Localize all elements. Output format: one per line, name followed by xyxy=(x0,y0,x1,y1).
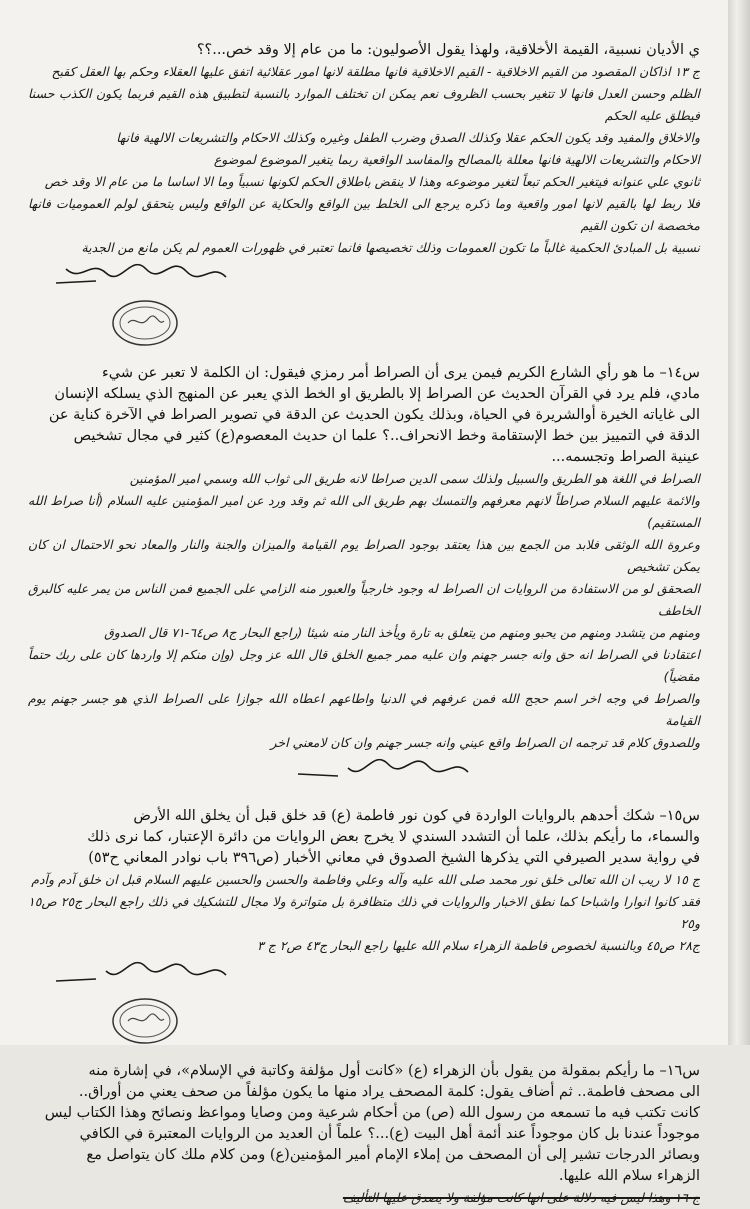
question-13-tail: ي الأديان نسبية، القيمة الأخلاقية، ولهذا يقول الأصوليون: ما من عام إلا وقد خص...؟؟ xyxy=(196,42,700,58)
question-15-line: س١٥– شكك أحدهم بالروايات الواردة في كون نور فاطمة (ع) قد خلق قبل أن يخلق الله الأرض xyxy=(133,808,700,824)
question-14-line: مادي، فلم يرد في القرآن الحديث عن الصراط إلا بالطريق او الخط الذي يعبر عن المنهج الذي يسلكه الإنسان xyxy=(54,386,700,402)
answer-13-line: نسبية بل المبادئ الحكمية غالباً ما تكون العمومات وذلك تخصيصها فانما تعتبر في ظهورات العموم لم يكن مانع من الجدية xyxy=(81,240,700,255)
answer-14-line: وعروة الله الوثقى فلابد من الجمع بين هذا يعتقد بوجود الصراط يوم القيامة والميزان والجنة والنار والمعاد نحو الاحتمال ان كان يمكن تشخيص xyxy=(28,537,700,574)
page-binding-edge xyxy=(728,0,750,1045)
official-seal-stamp xyxy=(110,297,180,349)
answer-14-line: الصحقق لو من الاستفادة من الروايات ان الصراط له وجود خارجياً والعبور منه الزامي على الجميع فمن الناس من يمر عليه كالبرق الخاطف xyxy=(28,581,700,618)
handwritten-signature xyxy=(278,752,478,786)
signature-row xyxy=(28,957,700,991)
question-16-line: الزهراء سلام الله عليها. xyxy=(558,1168,700,1184)
answer-13-line: فلا ربط لها بالقيم لانها امور واقعية وما ذكره يرجع الى الخلط بين الواقع والحكاية عن الواقع وليس يتحقق لولم العموميات فانها مخصصة ان تكون القيم xyxy=(28,196,700,233)
question-16-line: وبصائر الدرجات تشير إلى أن المصحف من إملاء الإمام أمير المؤمنين(ع) ومن كلام ملك كان يتواصل مع xyxy=(86,1147,700,1163)
handwritten-signature xyxy=(36,955,236,989)
question-16-line: موجوداً عندنا بل كان موجوداً عند أئمة أهل البيت (ع)...؟ علماً أن العديد من الروايات المعتبرة في الكافي xyxy=(79,1126,700,1142)
question-15-line: والسماء، ما رأيكم بذلك، علما أن التشدد السندي لا يخرج بعض الروايات من دائرة الإعتبار، كما نرى ذلك xyxy=(87,829,700,845)
answer-14-line: والائمة عليهم السلام صراطاً لانهم معرفهم والتمسك بهم طريق الى الله ثم وقد ورد عن امير المؤمنين عليه السلام (أنا صراط الله المستقيم) xyxy=(28,493,700,530)
page-content xyxy=(28,40,700,1209)
answer-13-line: ج ١٣ اذاكان المقصود من القيم الاخلاقية - القيم الاخلاقية فانها مطلقة لانها امور عقلائية اتفق عليها العقلاء وحكم بها العقل كقبح xyxy=(51,64,700,79)
answer-14-line: والصراط في وجه اخر اسم حجج الله فمن عرفهم في الدنيا واطاعهم اعطاه الله جوازا على الصراط الذي هو جسر جهنم يوم القيامة xyxy=(28,691,700,728)
answer-15-line: ج ١٥ لا ريب ان الله تعالى خلق نور محمد صلى الله عليه وآله وعلي وفاطمة والحسن والحسين عليهم السلام قبل ان خلق آدم وآدم xyxy=(31,872,700,887)
answer-15-line: ج٢٨ ص٤٥ وبالنسبة لخصوص فاطمة الزهراء سلام الله عليها راجع البحار ج٤٣ ص٢ ج ٣ xyxy=(257,938,700,953)
answer-13-line: الظلم وحسن العدل فانها لا تتغير بحسب الظروف نعم يمكن ان تختلف الموارد بالنسبة لتطبيق هذه القيم فربما يكون الكذب حسنا فيطلق عليه الحكم xyxy=(28,86,700,123)
question-16-line: الى مصحف فاطمة.. ثم أضاف يقول: كلمة المصحف يراد منها ما يكون مؤلفاً من صحف يعني من أوراق.. xyxy=(78,1084,700,1100)
answer-14-line: الصراط في اللغة هو الطريق والسبيل ولذلك سمى الدين صراطا لانه طريق الى ثواب الله وسمي امير المؤمنين xyxy=(129,471,700,486)
question-14-line: عينية الصراط وتجسمه... xyxy=(551,449,700,465)
answer-13-line: ثانوي علي عنوانه فيتغير الحكم تبعاً لتغير موضوعه وهذا لا ينقض باطلاق الحكم لكونها نسبياً وما الا اساسا ما من عام الا وقد خص xyxy=(44,174,700,189)
answer-14-line: وللصدوق كلام قد ترجمه ان الصراط واقع عيني وانه جسر جهنم وان كان لامعني اخر xyxy=(270,735,700,750)
answer-14-handwritten xyxy=(28,468,700,754)
question-14-line: الى غاياته الخيرة أوالشريرة في الحياة، وبذلك يكون الحديث عن الدقة في تصوير الصراط في الآخرة كناية عن xyxy=(48,407,700,423)
question-15-text xyxy=(28,806,700,869)
question-16-text xyxy=(28,1061,700,1187)
question-16-line: س١٦– ما رأيكم بمقولة من يقول بأن الزهراء (ع) «كانت أول مؤلفة وكاتبة في الإسلام»، في إشارة منه xyxy=(88,1063,700,1079)
answer-13-line: والاخلاق والمفيد وقد يكون الحكم عقلا وكذلك الصدق وضرب الطفل وغيره وكذلك الاحكام والتشريعات الالهية فانها xyxy=(116,130,700,145)
question-16-line: كانت تكتب فيه ما تسمعه من رسول الله (ص) من أحكام شرعية ومن وصايا ومواعظ ونصائح وهذا الكتاب ليس xyxy=(44,1105,700,1121)
answer-15-handwritten xyxy=(28,869,700,957)
official-seal-stamp xyxy=(110,995,180,1047)
question-15-section xyxy=(28,806,700,1047)
question-13-section xyxy=(28,40,700,349)
question-14-line: س١٤– ما هو رأي الشارع الكريم فيمن يرى أن الصراط أمر رمزي فيقول: ان الكلمة لا تعبر عن شيء xyxy=(101,365,700,381)
question-14-text xyxy=(28,363,700,468)
answer-16-handwritten-crossed-out: ج ١٦ وهذا ليس فيه دلالة على انها كانت مؤلفة ولا يصدق عليها التأليف xyxy=(342,1190,700,1205)
answer-13-handwritten xyxy=(28,61,700,259)
signature-row xyxy=(28,754,700,788)
answer-14-line: اعتقادنا في الصراط انه حق وانه جسر جهنم وان عليه ممر جميع الخلق قال الله عز وجل (وإن منكم إلا واردها كان على ربك حتماً مقضياً) xyxy=(28,647,700,684)
handwritten-signature xyxy=(36,257,236,291)
signature-row xyxy=(28,259,700,293)
answer-14-line: ومنهم من يتشدد ومنهم من يحبو ومنهم من يتعلق به تارة ويأخذ النار منه شيئا (راجع البحار ج٨ ص٦٤-٧١ قال الصدوق xyxy=(104,625,700,640)
question-14-section xyxy=(28,363,700,788)
answer-13-line: الاحكام والتشريعات الالهية فانها معللة بالمصالح والمفاسد الواقعية ربما يتغير الموضوع لموضوع xyxy=(213,152,700,167)
answer-15-line: فقد كانوا انوارا واشباحا كما نطق الاخبار والروايات في ذلك متظافرة بل متواترة ولا مجال للتشكيك في ذلك راجع البحار ج٢٥ ص١٥ و٢٥ xyxy=(28,894,700,931)
question-15-line: في رواية سدير الصيرفي التي يذكرها الشيخ الصدوق في معاني الأخبار (ص٣٩٦ باب نوادر المعاني ح٥٣) xyxy=(88,850,700,866)
question-14-line: الدقة في التمييز بين خط الإستقامة وخط الانحراف..؟ علما ان حديث المعصوم(ع) كثير في مجال تشخيص xyxy=(73,428,700,444)
question-16-section xyxy=(28,1061,700,1209)
